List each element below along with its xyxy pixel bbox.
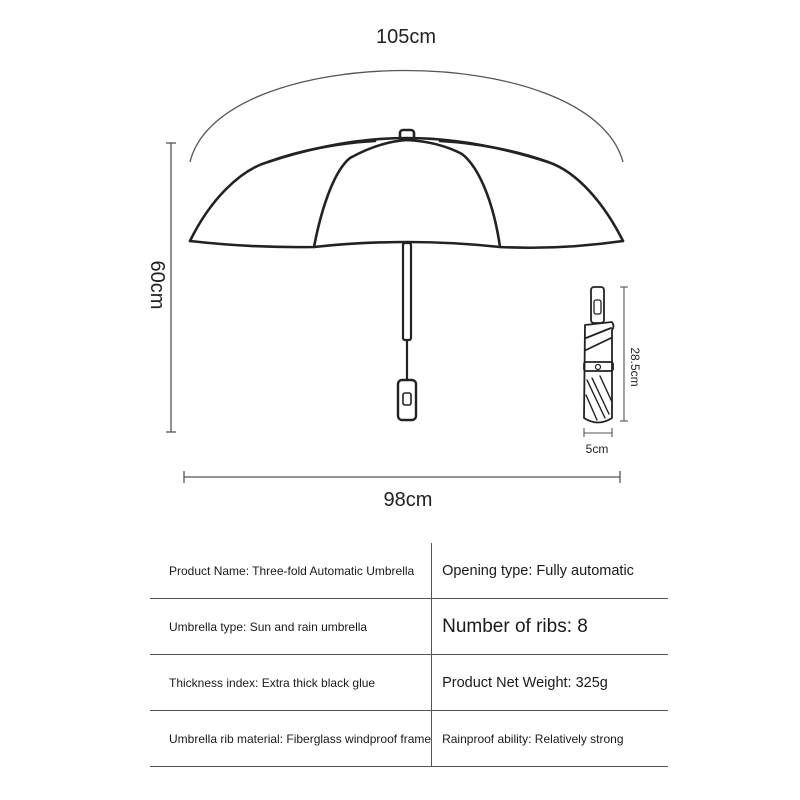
canopy-arc-dimension-line [190, 71, 623, 163]
spec-product-name: Product Name: Three-fold Automatic Umbrella [150, 543, 432, 599]
table-row [150, 711, 668, 767]
folded-width-dimension-line [584, 428, 612, 437]
folded-length-label: 28.5cm [628, 347, 642, 387]
spec-umbrella-type: Umbrella type: Sun and rain umbrella [150, 599, 432, 655]
canopy-arc-width-label: 105cm [375, 26, 437, 48]
spec-table [150, 543, 668, 767]
folded-umbrella-icon [584, 287, 614, 423]
table-row [150, 543, 668, 599]
spec-rainproof-ability: Rainproof ability: Relatively strong [432, 711, 668, 767]
open-height-label: 60cm [146, 260, 168, 310]
spec-rib-material: Umbrella rib material: Fiberglass windproof frame [150, 711, 432, 767]
span-dimension-line [184, 471, 620, 483]
table-row [150, 655, 668, 711]
spec-number-of-ribs: Number of ribs: 8 [432, 599, 668, 655]
spec-opening-type: Opening type: Fully automatic [432, 543, 668, 599]
table-row [150, 599, 668, 655]
spec-thickness-index: Thickness index: Extra thick black glue [150, 655, 432, 711]
open-span-label: 98cm [383, 489, 433, 511]
spec-net-weight: Product Net Weight: 325g [432, 655, 668, 711]
folded-length-dimension-line [620, 287, 628, 421]
folded-width-label: 5cm [585, 442, 609, 456]
open-umbrella-icon [190, 130, 623, 420]
